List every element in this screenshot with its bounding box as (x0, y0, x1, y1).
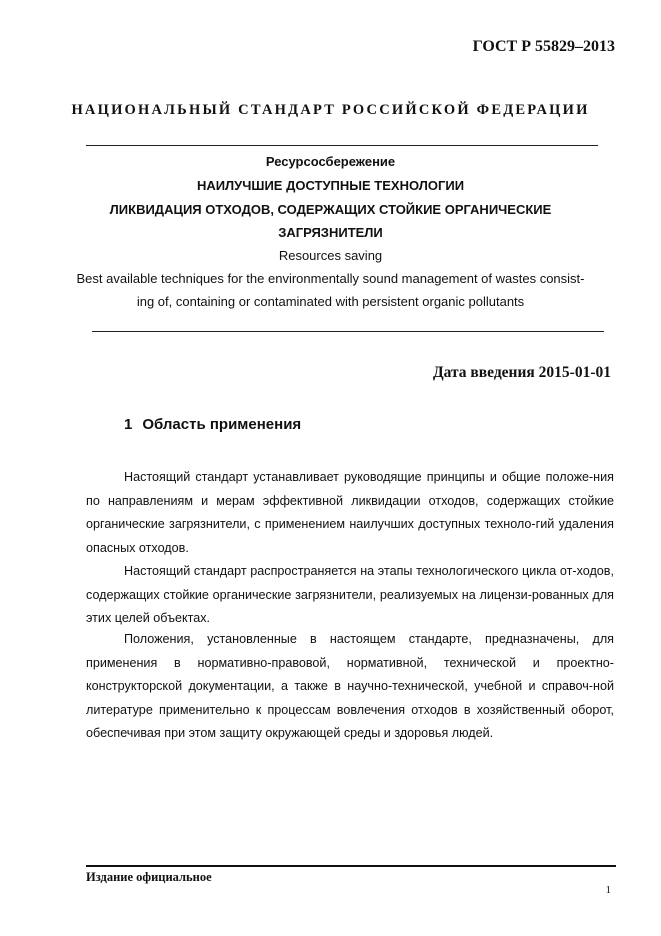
title-ru-line-1: Ресурсосбережение (265, 154, 396, 169)
document-code: ГОСТ Р 55829–2013 (472, 38, 615, 55)
title-top-rule (86, 145, 598, 146)
paragraph-3: Положения, установленные в настоящем стандарте, предназначены, для применения в нормативно-правовой, нормативной, технической и проектно-конструкторской документации, а также в научно-технической, учебной и справоч-ной литературе применительно к процессам вовлечения отходов в хозяйственный оборот, обеспечивая при этом защиту окружающей среды и здоровья людей. (86, 632, 614, 741)
footer-rule (86, 865, 616, 867)
title-bottom-rule (92, 331, 604, 332)
paragraph-1: Настоящий стандарт устанавливает руководящие принципы и общие положе-ния по направлениям и мерам эффективной ликвидации отходов, содержащих стойкие органические загрязнители, с применением наилучших доступных техноло-гий удаления опасных отходов. (86, 470, 614, 555)
title-ru-line-2: НАИЛУЧШИЕ ДОСТУПНЫЕ ТЕХНОЛОГИИ (196, 178, 465, 193)
title-en-line-1: Resources saving (278, 248, 383, 263)
section-heading (124, 416, 301, 433)
official-edition-label: Издание официальное (86, 870, 212, 884)
title-en-line-2: Best available techniques for the environmentally sound management of wastes consist- (76, 271, 585, 286)
section-title: Область применения (142, 416, 302, 433)
paragraph-2: Настоящий стандарт распространяется на этапы технологического цикла от-ходов, содержащих стойкие органические загрязнители, реализуемых на лицензи-рованных для этих целей объектах. (86, 564, 614, 626)
introduction-date: Дата введения 2015-01-01 (432, 364, 611, 381)
title-ru-line-3: ЛИКВИДАЦИЯ ОТХОДОВ, СОДЕРЖАЩИХ СТОЙКИЕ ОРГАНИЧЕСКИЕ (109, 202, 552, 217)
section-number: 1 (124, 416, 133, 433)
title-en-line-3: ing of, containing or contaminated with persistent organic pollutants (136, 294, 525, 309)
page-number: 1 (605, 884, 611, 896)
national-standard-heading: НАЦИОНАЛЬНЫЙ СТАНДАРТ РОССИЙСКОЙ ФЕДЕРАЦИИ (71, 102, 590, 118)
title-ru-line-4: ЗАГРЯЗНИТЕЛИ (278, 225, 383, 240)
